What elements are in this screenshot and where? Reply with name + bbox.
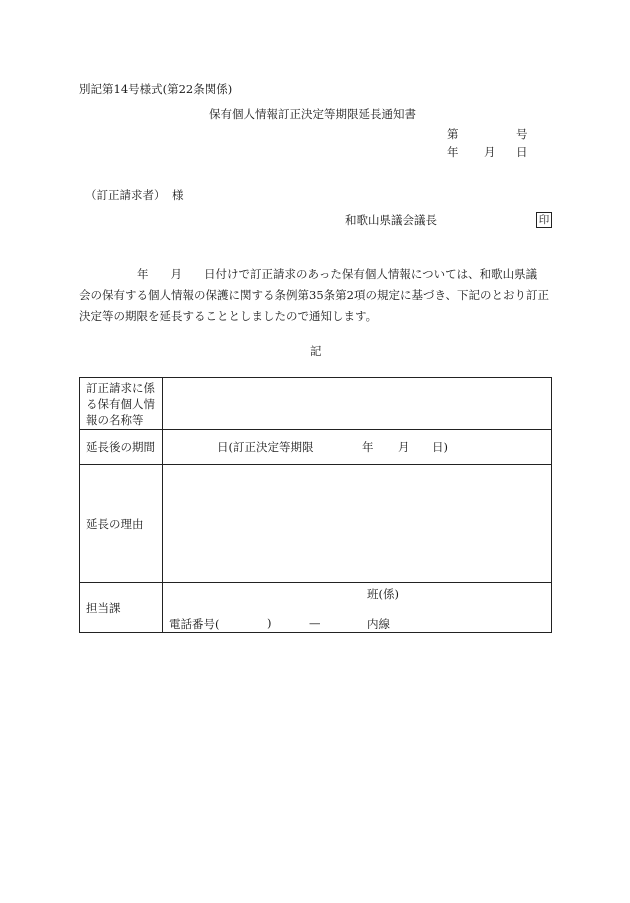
table-row-period [80, 429, 551, 465]
date-year: 年 [447, 145, 459, 159]
dept-dash: — [309, 616, 321, 630]
recipient-sama: 様 [172, 188, 184, 202]
form-id: 別記第14号様式(第22条関係) [79, 82, 233, 96]
document-title: 保有個人情報訂正決定等期限延長通知書 [209, 107, 416, 121]
notice-table [79, 377, 552, 633]
seal-mark: 印 [536, 212, 552, 228]
ki-heading: 記 [310, 344, 322, 358]
number-dai: 第 [447, 127, 459, 141]
row-reason-label: 延長の理由 [86, 517, 144, 531]
row-name-label: 訂正請求に係 る保有個人情 報の名称等 [86, 381, 155, 427]
body-line-1 [79, 264, 554, 285]
table-row-name [80, 378, 551, 430]
dept-han: 班(係) [367, 587, 399, 601]
date-month: 月 [484, 145, 496, 159]
dept-paren-close: ) [267, 616, 272, 630]
body-paragraph [79, 264, 554, 327]
body-month: 月 [170, 267, 182, 281]
row-department-label: 担当課 [86, 601, 121, 615]
period-end: 日) [432, 440, 448, 454]
body-year: 年 [137, 267, 149, 281]
period-day: 日(訂正決定等期限 [217, 440, 314, 454]
body-line-3: 決定等の期限を延長することとしましたので通知します。 [79, 309, 378, 323]
row-period-label: 延長後の期間 [86, 440, 155, 454]
body-line-2: 会の保有する個人情報の保護に関する条例第35条第2項の規定に基づき、下記のとおり訂正 [79, 288, 549, 302]
period-year: 年 [362, 440, 374, 454]
sender-name: 和歌山県議会議長 [345, 213, 437, 227]
table-row-reason [80, 464, 551, 583]
recipient-label: （訂正請求者） [85, 188, 166, 202]
table-row-department [80, 582, 551, 633]
dept-naisen: 内線 [367, 617, 390, 631]
date-day: 日 [516, 145, 528, 159]
body-line-1-text: 日付けで訂正請求のあった保有個人情報については、和歌山県議 [204, 267, 538, 281]
number-go: 号 [516, 127, 528, 141]
dept-phone: 電話番号( [169, 617, 220, 631]
period-month: 月 [398, 440, 410, 454]
